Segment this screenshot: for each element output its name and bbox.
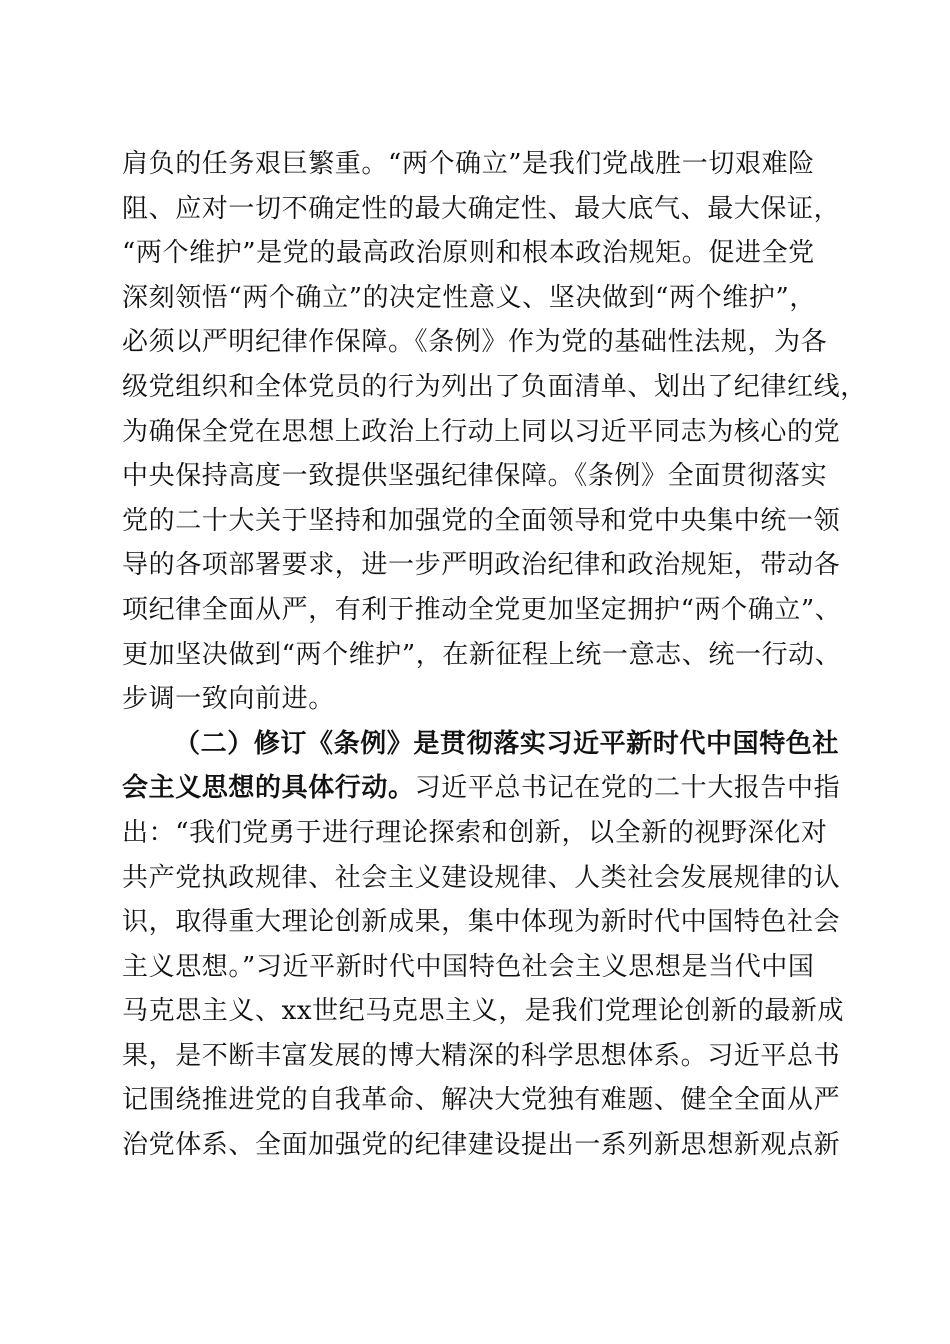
paragraph-line: 阻、应对一切不确定性的最大确定性、最大底气、最大保证， [122, 193, 841, 224]
paragraph-line: “两个维护”是党的最高政治原则和根本政治规矩。促进全党 [122, 238, 815, 269]
paragraph-line-rest: 习近平总书记在党的二十大报告中指 [414, 773, 841, 804]
paragraph-line [122, 766, 841, 811]
paragraph-line: 必须以严明纪律作保障。《条例》作为党的基础性法规，为各 [122, 327, 828, 358]
document-body [122, 142, 867, 1168]
paragraph-line: 记围绕推进党的自我革命、解决大党独有难题、健全全面从严 [122, 1085, 841, 1116]
paragraph-line: 治党体系、全面加强党的纪律建设提出一系列新思想新观点新 [122, 1130, 841, 1161]
paragraph-line: 导的各项部署要求，进一步严明政治纪律和政治规矩，带动各 [122, 550, 841, 581]
paragraph-line: 更加坚决做到“两个维护”，在新征程上统一意志、统一行动、 [122, 639, 842, 670]
paragraph-line: 共产党执政规律、社会主义建设规律、人类社会发展规律的认 [122, 862, 841, 893]
paragraph-line: 为确保全党在思想上政治上行动上同以习近平同志为核心的党 [122, 416, 841, 447]
paragraph-2 [122, 722, 845, 1168]
paragraph-line: 项纪律全面从严，有利于推动全党更加坚定拥护“两个确立”、 [122, 594, 842, 625]
paragraph-line: 肩负的任务艰巨繁重。“两个确立”是我们党战胜一切艰难险 [122, 149, 815, 179]
paragraph-line: 出：“我们党勇于进行理论探索和创新，以全新的视野深化对 [122, 817, 828, 848]
paragraph-line: 深刻领悟“两个确立”的决定性意义、坚决做到“两个维护”， [122, 282, 816, 313]
paragraph-line: 中央保持高度一致提供坚强纪律保障。《条例》全面贯彻落实 [122, 461, 828, 492]
paragraph-line: 党的二十大关于坚持和加强党的全面领导和党中央集中统一领 [122, 505, 841, 536]
paragraph-line: 步调一致向前进。 [122, 684, 335, 715]
paragraph-line: 果，是不断丰富发展的博大精深的科学思想体系。习近平总书 [122, 1040, 841, 1071]
section-heading-continuation: 会主义思想的具体行动。 [122, 773, 415, 804]
paragraph-line: 主义思想。”习近平新时代中国特色社会主义思想是当代中国 [122, 951, 815, 982]
section-heading-line: （二）修订《条例》是贯彻落实习近平新时代中国特色社 [174, 728, 840, 759]
paragraph-line: 识，取得重大理论创新成果，集中体现为新时代中国特色社会 [122, 907, 841, 938]
paragraph-1 [122, 142, 867, 722]
paragraph-line: 级党组织和全体党员的行为列出了负面清单、划出了纪律红线， [122, 371, 867, 402]
paragraph-line: 马克思主义、xx世纪马克思主义，是我们党理论创新的最新成 [122, 996, 845, 1027]
